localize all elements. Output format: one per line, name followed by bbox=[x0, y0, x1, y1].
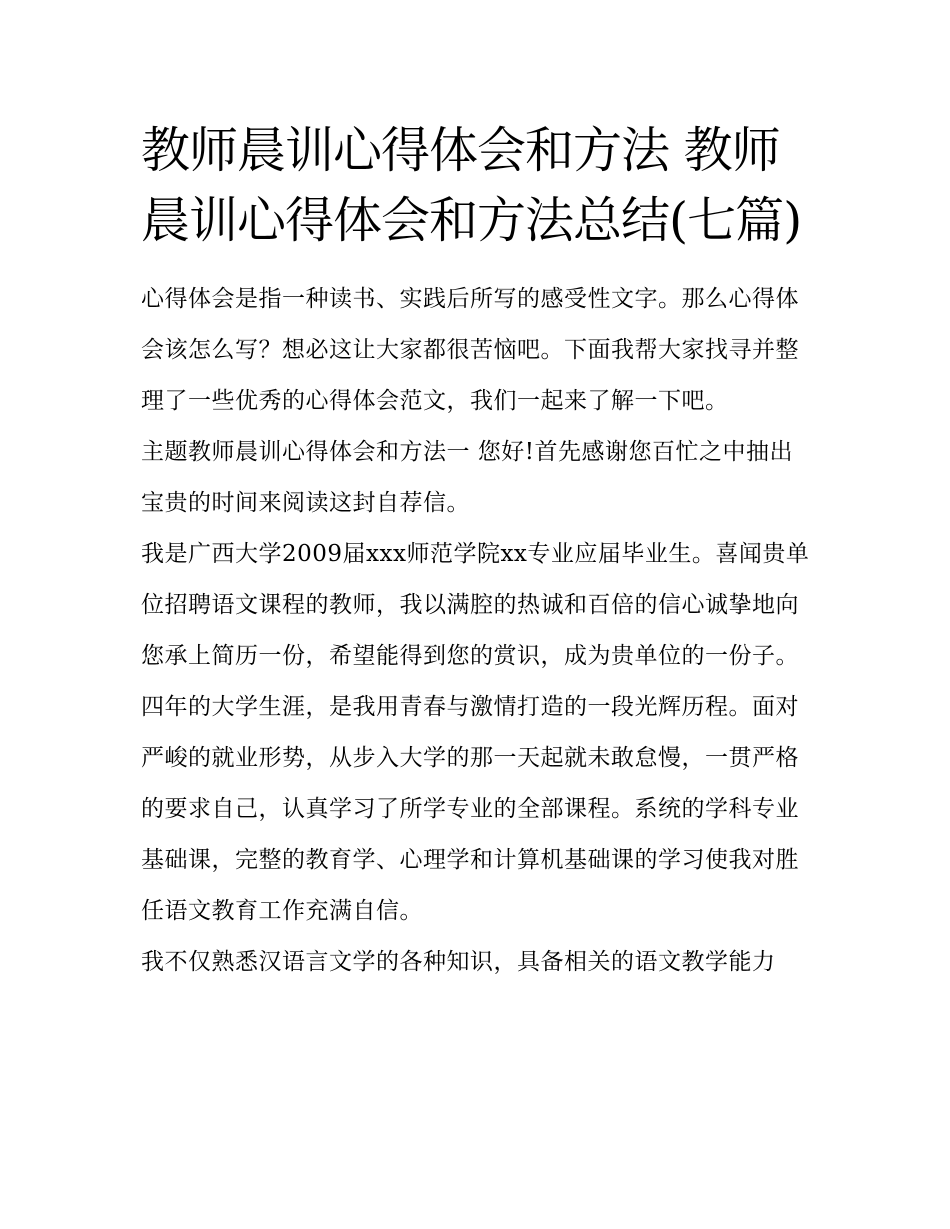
paragraph-university-years: 四年的大学生涯，是我用青春与激情打造的一段光辉历程。面对严峻的就业形势，从步入大学的那一天起就未敢怠慢，一贯严格的要求自己，认真学习了所学专业的全部课程。系统的学科专业基础课，完整的教育学、心理学和计算机基础课的学习使我对胜任语文教育工作充满自信。 bbox=[141, 694, 799, 924]
document-content bbox=[141, 116, 813, 988]
paragraph-intro: 心得体会是指一种读书、实践后所写的感受性文字。那么心得体会该怎么写？想必这让大家都很苦恼吧。下面我帮大家找寻并整理了一些优秀的心得体会范文，我们一起来了解一下吧。 bbox=[141, 286, 799, 414]
paragraph-greeting: 主题教师晨训心得体会和方法一 您好!首先感谢您百忙之中抽出宝贵的时间来阅读这封自荐信。 bbox=[141, 439, 794, 516]
paragraph-skills: 我不仅熟悉汉语言文学的各种知识，具备相关的语文教学能力 bbox=[141, 949, 776, 975]
paragraph-self-introduction: 我是广西大学2009届xxx师范学院xx专业应届毕业生。喜闻贵单位招聘语文课程的教师，我以满腔的热诚和百倍的信心诚挚地向您承上简历一份，希望能得到您的赏识，成为贵单位的一份子。 bbox=[141, 541, 810, 669]
document-title: 教师晨训心得体会和方法 教师晨训心得体会和方法总结(七篇) bbox=[141, 122, 802, 249]
document-body bbox=[141, 274, 813, 988]
